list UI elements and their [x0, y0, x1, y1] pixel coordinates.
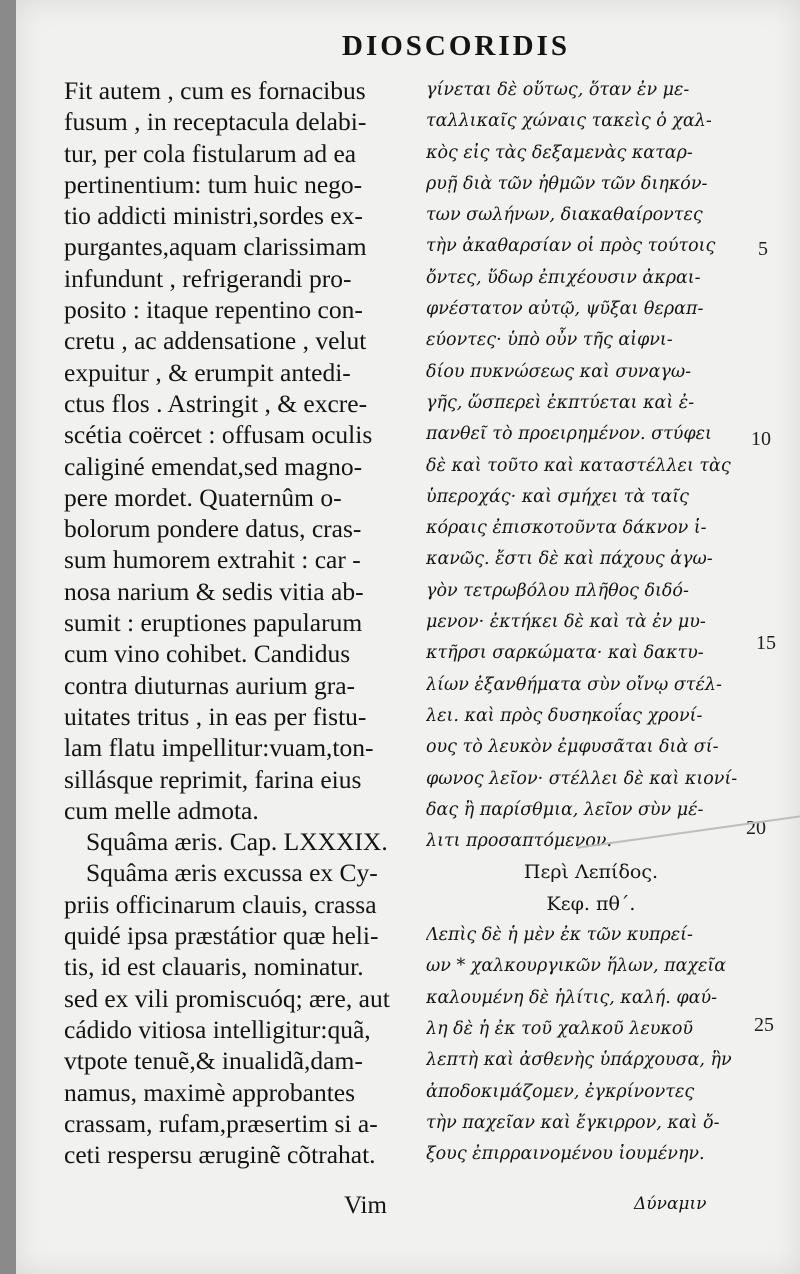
- latin-text-line: sed ex vili promiscuóq; ære, aut: [64, 983, 390, 1013]
- greek-text-line: εύοντες· ὑπὸ οὖν τῆς αἰφνι-: [426, 330, 673, 351]
- latin-text-line: Fit autem , cum es fornacibus: [64, 76, 366, 105]
- greek-text-line: φωνος λεῖον· στέλλει δὲ καὶ κιονί-: [426, 768, 738, 789]
- chapter-heading: Squâma æris. Cap. LXXXIX.: [86, 827, 388, 857]
- margin-line-number: 20: [746, 817, 766, 839]
- latin-text-line: bolorum pondere datus, cras-: [64, 514, 362, 544]
- greek-text-line: λη δὲ ἡ ἐκ τοῦ χαλκοῦ λευκοῦ: [426, 1018, 694, 1039]
- greek-text-line: γῆς, ὥσπερεὶ ἐκπτύεται καὶ ἐ-: [426, 392, 695, 413]
- greek-catchword: Δύναμιν: [634, 1194, 707, 1214]
- greek-text-line: μενον· ἐκτήκει δὲ καὶ τὰ ἐν μυ-: [426, 612, 706, 633]
- greek-text-line: φνέστατον αὐτῷ, ψῦξαι θεραπ-: [426, 299, 704, 320]
- margin-line-number: 15: [756, 632, 776, 654]
- greek-text-line: γίνεται δὲ οὕτως, ὅταν ἐν με-: [426, 80, 690, 100]
- latin-text-line: pertinentium: tum huic nego-: [64, 169, 363, 199]
- greek-text-line: ταλλικαῖς χώναις τακεὶς ὁ χαλ-: [426, 111, 712, 132]
- greek-chapter-heading: Περὶ Λεπίδος.: [523, 861, 659, 884]
- margin-line-number: 10: [751, 428, 771, 450]
- greek-text-line: κτῆρσι σαρκώματα· καὶ δακτυ-: [426, 643, 704, 664]
- latin-text-line: sum humorem extrahit : car -: [64, 545, 361, 575]
- greek-chapter-heading: Κεφ. πθ΄.: [546, 892, 636, 915]
- latin-text-line: cretu , ac addensatione , velut: [64, 326, 367, 356]
- greek-text-line: ὑπεροχάς· καὶ σμήχει τὰ ταῖς: [426, 486, 689, 507]
- latin-text-line: caliginé emendat,sed magno-: [64, 451, 363, 481]
- greek-text-line: ὄντες, ὕδωρ ἐπιχέουσιν ἀκραι-: [426, 267, 701, 288]
- greek-text-line: γὸν τετρωβόλου πλῆθος διδό-: [426, 580, 689, 601]
- greek-text-line: ἀποδοκιμάζομεν, ἐγκρίνοντες: [426, 1081, 695, 1102]
- margin-line-number: 5: [758, 238, 768, 260]
- latin-text-line: tio addicti ministri,sordes ex-: [64, 201, 363, 231]
- greek-text-line: ους τὸ λευκὸν ἐμφυσᾶται διὰ σί-: [426, 737, 719, 758]
- latin-text-line: scétia coërcet : offusam oculis: [64, 420, 373, 450]
- greek-text-line: κόραις ἐπισκοτοῦντα δάκνον ἱ-: [426, 518, 707, 539]
- latin-text-line: contra diuturnas aurium gra-: [64, 670, 356, 700]
- latin-text-line: lam flatu impellitur:vuam,ton-: [64, 733, 374, 763]
- latin-text-line: nosa narium & sedis vitia ab-: [64, 576, 364, 606]
- latin-column: [64, 75, 419, 1170]
- latin-text-line: ctus flos . Astringit , & excre-: [64, 388, 368, 418]
- running-head: DIOSCORIDIS: [342, 30, 570, 62]
- greek-text-line: πανθεῖ τὸ προειρημένον. στύφει: [426, 424, 712, 445]
- greek-text-line: δὲ καὶ τοῦτο καὶ καταστέλλει τὰς: [426, 455, 731, 476]
- greek-text-line: κὸς εἰς τὰς δεξαμενὰς καταρ-: [426, 142, 693, 163]
- latin-text-line: namus, maximè approbantes: [64, 1077, 356, 1107]
- latin-text-line: fusum , in receptacula delabi-: [64, 107, 367, 137]
- latin-text-line: pere mordet. Quaternûm o-: [64, 482, 342, 512]
- latin-text-line: infundunt , refrigerandi pro-: [64, 263, 352, 293]
- latin-text-line: sumit : eruptiones papularum: [64, 608, 363, 638]
- greek-text-line: λιτι προσαπτόμενον.: [426, 831, 613, 852]
- greek-text-line: τὴν ἀκαθαρσίαν οἱ πρὸς τούτοις: [426, 236, 716, 257]
- margin-line-number: 25: [754, 1014, 774, 1036]
- latin-text-line: sillásque reprimit, farina eius: [64, 764, 362, 794]
- latin-catchword: Vim: [344, 1192, 387, 1219]
- greek-text-line: Λεπὶς δὲ ἡ μὲν ἐκ τῶν κυπρεί-: [426, 925, 693, 946]
- latin-text-line: posito : itaque repentino con-: [64, 295, 363, 325]
- latin-text-line: ceti respersu æruginẽ cõtrahat.: [64, 1140, 376, 1170]
- greek-column: [426, 75, 756, 1170]
- latin-text-line: crassam, rufam,præsertim si a-: [64, 1108, 378, 1138]
- book-page: [16, 0, 800, 1274]
- latin-text-line: vtpote tenuẽ,& inualidã,dam-: [64, 1046, 363, 1076]
- greek-text-line: δίου πυκνώσεως καὶ συναγω-: [426, 361, 692, 382]
- latin-text-line: Squâma æris excussa ex Cy-: [86, 858, 378, 888]
- greek-text-line: λεπτὴ καὶ ἀσθενὴς ὑπάρχουσα, ἣν: [426, 1050, 732, 1071]
- greek-text-line: ρυῇ διὰ τῶν ἠθμῶν τῶν διηκόν-: [426, 173, 708, 194]
- latin-text-line: uitates tritus , in eas per fistu-: [64, 701, 367, 731]
- latin-text-line: tis, id est clauaris, nominatur.: [64, 952, 364, 982]
- latin-text-line: priis officinarum clauis, crassa: [64, 889, 377, 919]
- greek-text-line: καλουμένη δὲ ἡλίτις, καλή. φαύ-: [426, 987, 718, 1008]
- latin-text-line: purgantes,aquam clarissimam: [64, 232, 367, 262]
- greek-text-line: λει. καὶ πρὸς δυσηκοΐας χρονί-: [426, 705, 703, 726]
- latin-text-line: cádido vitiosa intelligitur:quã,: [64, 1014, 371, 1044]
- latin-text-line: tur, per cola fistularum ad ea: [64, 138, 357, 168]
- latin-text-line: cum vino cohibet. Candidus: [64, 639, 351, 669]
- greek-text-line: κανῶς. ἔστι δὲ καὶ πάχους ἀγω-: [426, 549, 713, 570]
- greek-text-line: ξους ἐπιρραινομένου ἰουμένην.: [426, 1144, 705, 1165]
- greek-text-line: λίων ἐξανθήματα σὺν οἴνῳ στέλ-: [426, 674, 722, 695]
- greek-text-line: δας ἢ παρίσθμια, λεῖον σὺν μέ-: [426, 799, 704, 820]
- latin-text-line: cum melle admota.: [64, 795, 259, 825]
- greek-text-line: των σωλήνων, διακαθαίροντες: [426, 205, 703, 226]
- latin-text-line: quidé ipsa præstátior quæ heli-: [64, 921, 379, 951]
- greek-text-line: τὴν παχεῖαν καὶ ἔγκιρρον, καὶ ὄ-: [426, 1112, 720, 1133]
- greek-text-line: ων * χαλκουργικῶν ἥλων, παχεῖα: [426, 956, 727, 977]
- latin-text-line: expuitur , & erumpit antedi-: [64, 357, 351, 387]
